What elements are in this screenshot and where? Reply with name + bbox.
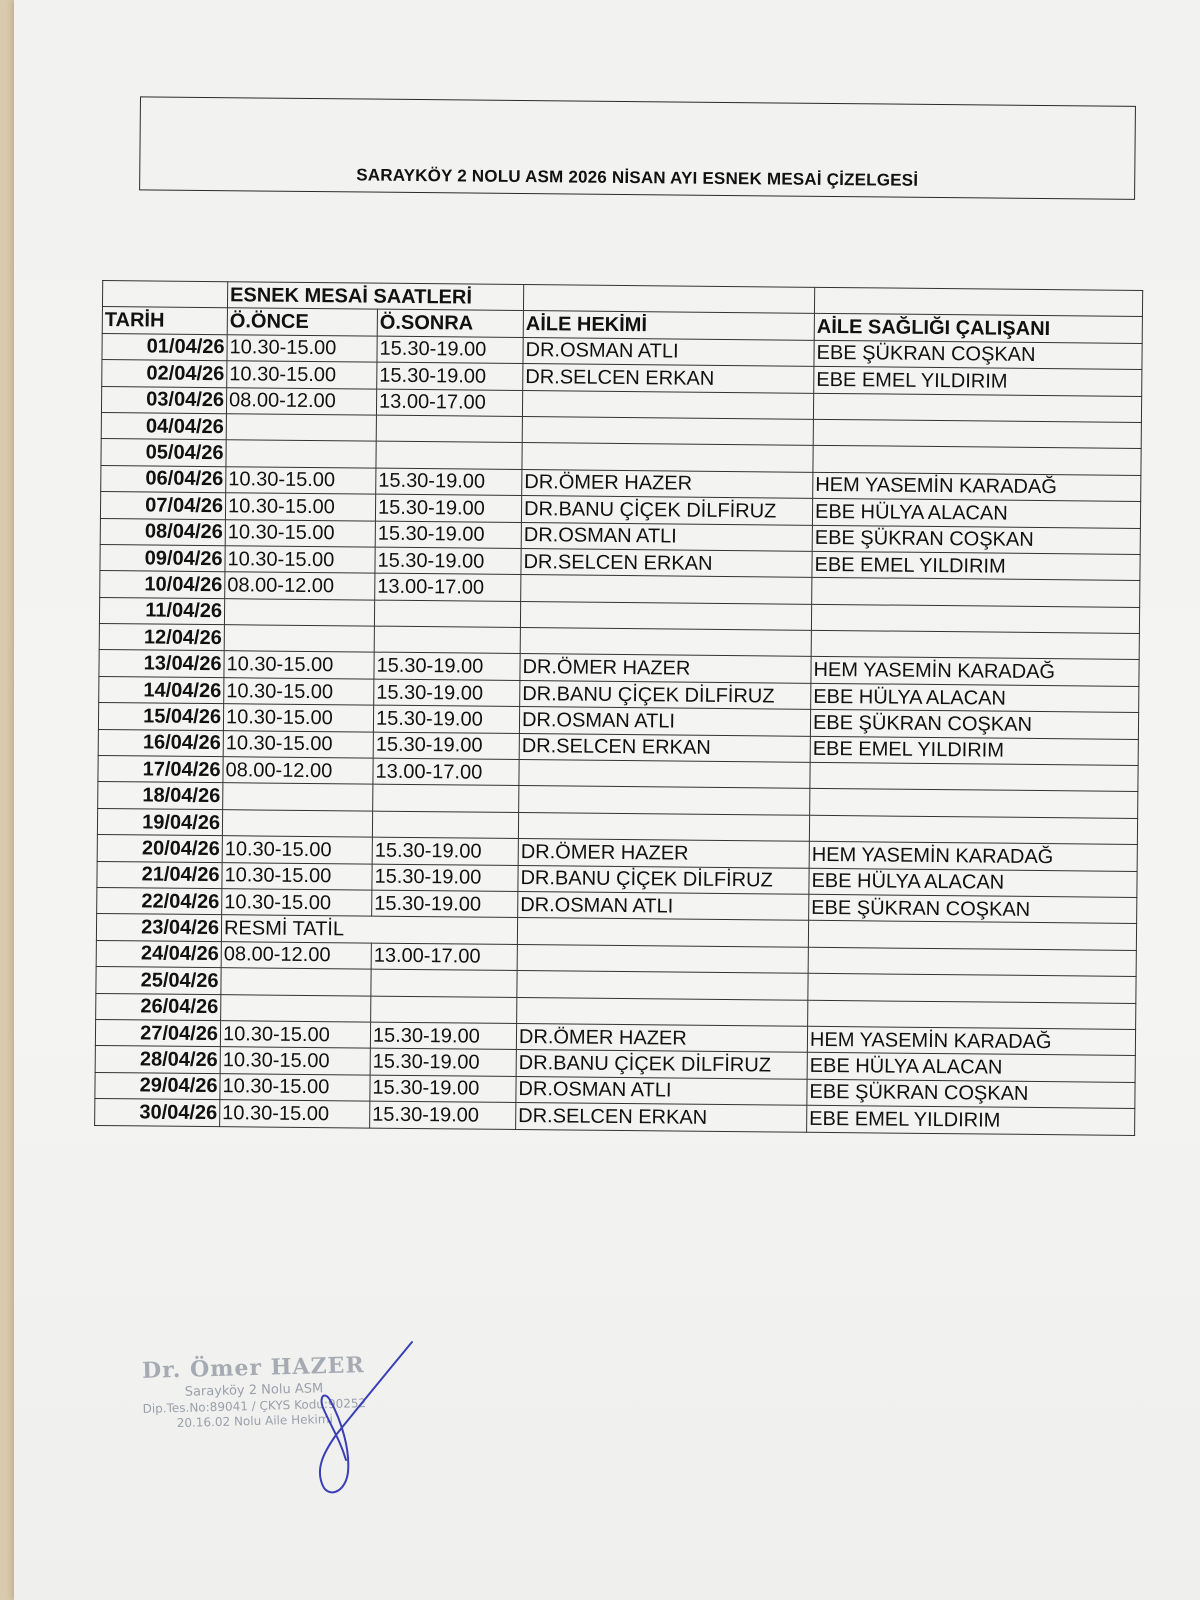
stamp-name: Dr. Ömer HAZER — [141, 1352, 365, 1384]
health-worker-cell: EBE ŞÜKRAN COŞKAN — [812, 525, 1140, 555]
date-cell: 21/04/26 — [97, 861, 222, 889]
date-cell: 04/04/26 — [101, 412, 226, 440]
afternoon-hours-cell: 15.30-19.00 — [372, 837, 518, 865]
date-cell: 15/04/26 — [98, 703, 223, 731]
header-cell-empty — [814, 287, 1142, 317]
afternoon-hours-cell: 15.30-19.00 — [373, 732, 519, 760]
health-worker-cell: EBE HÜLYA ALACAN — [807, 1053, 1135, 1083]
title-box — [139, 96, 1136, 200]
morning-hours-cell: 10.30-15.00 — [225, 546, 375, 574]
stamp-line-2: Sarayköy 2 Nolu ASM — [184, 1381, 324, 1400]
date-cell: 03/04/26 — [101, 386, 226, 414]
family-physician-cell: DR.SELCEN ERKAN — [521, 548, 812, 577]
afternoon-hours-cell: 13.00-17.00 — [375, 573, 521, 601]
health-worker-cell: EBE EMEL YILDIRIM — [812, 551, 1140, 581]
health-worker-cell: EBE EMEL YILDIRIM — [814, 366, 1142, 396]
date-cell: 01/04/26 — [102, 333, 227, 361]
date-cell: 05/04/26 — [101, 439, 226, 467]
morning-hours-cell: 10.30-15.00 — [226, 466, 376, 494]
health-worker-cell: EBE ŞÜKRAN COŞKAN — [807, 1079, 1135, 1109]
column-header-health-worker: AİLE SAĞLIĞI ÇALIŞANI — [814, 314, 1142, 344]
health-worker-cell — [808, 973, 1136, 1003]
morning-hours-cell: 10.30-15.00 — [227, 361, 377, 389]
column-header-afternoon: Ö.SONRA — [377, 310, 523, 338]
morning-hours-cell: 10.30-15.00 — [225, 493, 375, 521]
morning-hours-cell — [221, 994, 371, 1022]
family-physician-cell: DR.BANU ÇİÇEK DİLFİRUZ — [518, 865, 809, 894]
health-worker-cell: EBE ŞÜKRAN COŞKAN — [810, 710, 1138, 740]
date-cell: 09/04/26 — [100, 544, 225, 572]
morning-hours-cell: 10.30-15.00 — [220, 1073, 370, 1101]
health-worker-cell — [813, 393, 1141, 423]
family-physician-cell: DR.OSMAN ATLI — [519, 707, 810, 736]
date-cell: 23/04/26 — [96, 914, 221, 942]
health-worker-cell — [810, 762, 1138, 792]
date-cell: 26/04/26 — [96, 993, 221, 1021]
date-cell: 25/04/26 — [96, 967, 221, 995]
afternoon-hours-cell: 15.30-19.00 — [375, 494, 521, 522]
health-worker-cell: EBE HÜLYA ALACAN — [811, 683, 1139, 713]
family-physician-cell: DR.SELCEN ERKAN — [519, 733, 810, 762]
afternoon-hours-cell — [371, 996, 517, 1024]
afternoon-hours-cell: 15.30-19.00 — [370, 1022, 516, 1050]
date-cell: 22/04/26 — [97, 887, 222, 915]
afternoon-hours-cell — [374, 626, 520, 654]
family-physician-cell: DR.OSMAN ATLI — [521, 522, 812, 551]
afternoon-hours-cell — [376, 441, 522, 469]
family-physician-cell: DR.ÖMER HAZER — [518, 839, 809, 868]
morning-hours-cell: 08.00-12.00 — [223, 757, 373, 785]
date-cell: 02/04/26 — [102, 360, 227, 388]
morning-hours-cell — [221, 968, 371, 996]
family-physician-cell: DR.SELCEN ERKAN — [523, 364, 814, 393]
afternoon-hours-cell: 15.30-19.00 — [370, 1075, 516, 1103]
health-worker-cell: EBE ŞÜKRAN COŞKAN — [809, 894, 1137, 924]
date-cell: 27/04/26 — [95, 1019, 220, 1047]
column-header-morning: Ö.ÖNCE — [227, 308, 377, 336]
family-physician-cell: DR.ÖMER HAZER — [516, 1023, 807, 1052]
family-physician-cell — [519, 786, 810, 815]
morning-hours-cell — [223, 783, 373, 811]
family-physician-cell — [517, 971, 808, 1000]
afternoon-hours-cell — [374, 600, 520, 628]
family-physician-cell — [519, 760, 810, 789]
health-worker-cell — [808, 1000, 1136, 1030]
morning-hours-cell: 10.30-15.00 — [223, 730, 373, 758]
morning-hours-cell — [226, 414, 376, 442]
health-worker-cell — [808, 921, 1136, 951]
health-worker-cell — [810, 789, 1138, 819]
health-worker-cell: HEM YASEMİN KARADAĞ — [811, 657, 1139, 687]
document-title: SARAYKÖY 2 NOLU ASM 2026 NİSAN AYI ESNEK MESAİ ÇİZELGESİ — [356, 165, 919, 190]
family-physician-cell — [522, 416, 813, 445]
morning-hours-cell: 08.00-12.00 — [221, 941, 371, 969]
date-cell: 20/04/26 — [97, 835, 222, 863]
health-worker-cell — [811, 604, 1139, 634]
afternoon-hours-cell: 15.30-19.00 — [372, 890, 518, 918]
family-physician-cell — [522, 443, 813, 472]
afternoon-hours-cell: 15.30-19.00 — [375, 547, 521, 575]
family-physician-cell — [518, 812, 809, 841]
family-physician-cell: DR.BANU ÇİÇEK DİLFİRUZ — [516, 1050, 807, 1079]
health-worker-cell: HEM YASEMİN KARADAĞ — [809, 842, 1137, 872]
health-worker-cell — [808, 947, 1136, 977]
health-worker-cell: HEM YASEMİN KARADAĞ — [807, 1026, 1135, 1056]
morning-hours-cell: 10.30-15.00 — [222, 862, 372, 890]
family-physician-cell: DR.BANU ÇİÇEK DİLFİRUZ — [521, 496, 812, 525]
afternoon-hours-cell: 15.30-19.00 — [377, 336, 523, 364]
group-header-flex-hours: ESNEK MESAİ SAATLERİ — [227, 282, 523, 311]
family-physician-cell: DR.OSMAN ATLI — [516, 1076, 807, 1105]
afternoon-hours-cell: 15.30-19.00 — [374, 653, 520, 681]
afternoon-hours-cell: 13.00-17.00 — [373, 758, 519, 786]
family-physician-cell: DR.SELCEN ERKAN — [516, 1103, 807, 1132]
afternoon-hours-cell: 13.00-17.00 — [376, 389, 522, 417]
morning-hours-cell: 10.30-15.00 — [224, 651, 374, 679]
morning-hours-cell: 10.30-15.00 — [224, 678, 374, 706]
date-cell: 29/04/26 — [95, 1072, 220, 1100]
stamp-line-3: Dip.Tes.No:89041 / ÇKYS Kodu:90252 — [142, 1396, 367, 1416]
schedule-table — [94, 280, 1143, 1135]
health-worker-cell — [812, 578, 1140, 608]
date-cell: 11/04/26 — [99, 597, 224, 625]
morning-hours-cell: 10.30-15.00 — [220, 1047, 370, 1075]
date-cell: 17/04/26 — [98, 756, 223, 784]
header-cell-empty — [102, 280, 227, 308]
family-physician-cell — [520, 628, 811, 657]
morning-hours-cell: 10.30-15.00 — [220, 1021, 370, 1049]
signature-mark — [284, 1340, 444, 1500]
header-cell-empty — [523, 285, 814, 314]
family-physician-cell: DR.OSMAN ATLI — [518, 891, 809, 920]
schedule-document — [94, 96, 1144, 1135]
morning-hours-cell: 10.30-15.00 — [227, 334, 377, 362]
health-worker-cell — [811, 630, 1139, 660]
column-header-date: TARİH — [102, 307, 227, 335]
afternoon-hours-cell: 15.30-19.00 — [377, 362, 523, 390]
morning-hours-cell — [226, 440, 376, 468]
health-worker-cell: EBE EMEL YILDIRIM — [810, 736, 1138, 766]
date-cell: 14/04/26 — [99, 676, 224, 704]
health-worker-cell: HEM YASEMİN KARADAĞ — [813, 472, 1141, 502]
morning-hours-cell: 08.00-12.00 — [225, 572, 375, 600]
date-cell: 30/04/26 — [95, 1099, 220, 1127]
morning-hours-cell — [224, 625, 374, 653]
date-cell: 18/04/26 — [98, 782, 223, 810]
afternoon-hours-cell: 15.30-19.00 — [374, 679, 520, 707]
date-cell: 24/04/26 — [96, 940, 221, 968]
family-physician-cell — [522, 390, 813, 419]
column-header-family-physician: AİLE HEKİMİ — [523, 311, 814, 340]
date-cell: 08/04/26 — [100, 518, 225, 546]
family-physician-cell — [517, 944, 808, 973]
afternoon-hours-cell — [376, 415, 522, 443]
health-worker-cell: EBE EMEL YILDIRIM — [807, 1105, 1135, 1135]
afternoon-hours-cell: 15.30-19.00 — [373, 705, 519, 733]
health-worker-cell — [813, 446, 1141, 476]
morning-hours-cell: 10.30-15.00 — [222, 889, 372, 917]
afternoon-hours-cell: 15.30-19.00 — [370, 1048, 516, 1076]
health-worker-cell — [809, 815, 1137, 845]
afternoon-hours-cell: 15.30-19.00 — [372, 864, 518, 892]
morning-hours-cell: 10.30-15.00 — [220, 1100, 370, 1128]
health-worker-cell: EBE ŞÜKRAN COŞKAN — [814, 340, 1142, 370]
family-physician-cell — [520, 601, 811, 630]
family-physician-cell: DR.BANU ÇİÇEK DİLFİRUZ — [520, 680, 811, 709]
date-cell: 06/04/26 — [101, 465, 226, 493]
health-worker-cell: EBE HÜLYA ALACAN — [812, 498, 1140, 528]
morning-hours-cell — [222, 809, 372, 837]
family-physician-cell — [521, 575, 812, 604]
afternoon-hours-cell: 15.30-19.00 — [370, 1101, 516, 1129]
family-physician-cell: DR.OSMAN ATLI — [523, 337, 814, 366]
date-cell: 10/04/26 — [100, 571, 225, 599]
stamp-line-4: 20.16.02 Nolu Aile Hekimi — [176, 1411, 333, 1431]
date-cell: 16/04/26 — [98, 729, 223, 757]
afternoon-hours-cell — [371, 969, 517, 997]
afternoon-hours-cell: 13.00-17.00 — [371, 943, 517, 971]
family-physician-cell: DR.ÖMER HAZER — [522, 469, 813, 498]
afternoon-hours-cell — [372, 811, 518, 839]
paper-sheet — [14, 0, 1200, 1600]
afternoon-hours-cell: 15.30-19.00 — [375, 521, 521, 549]
afternoon-hours-cell — [373, 785, 519, 813]
family-physician-cell — [517, 997, 808, 1026]
morning-hours-cell — [224, 598, 374, 626]
health-worker-cell — [813, 419, 1141, 449]
date-cell: 19/04/26 — [97, 808, 222, 836]
morning-hours-cell: RESMİ TATİL — [221, 915, 517, 944]
date-cell: 12/04/26 — [99, 624, 224, 652]
family-physician-cell: DR.ÖMER HAZER — [520, 654, 811, 683]
afternoon-hours-cell: 15.30-19.00 — [376, 468, 522, 496]
morning-hours-cell: 10.30-15.00 — [223, 704, 373, 732]
date-cell: 28/04/26 — [95, 1046, 220, 1074]
health-worker-cell: EBE HÜLYA ALACAN — [809, 868, 1137, 898]
morning-hours-cell: 10.30-15.00 — [222, 836, 372, 864]
morning-hours-cell: 08.00-12.00 — [226, 387, 376, 415]
date-cell: 07/04/26 — [100, 492, 225, 520]
date-cell: 13/04/26 — [99, 650, 224, 678]
family-physician-cell — [517, 918, 808, 947]
morning-hours-cell: 10.30-15.00 — [225, 519, 375, 547]
